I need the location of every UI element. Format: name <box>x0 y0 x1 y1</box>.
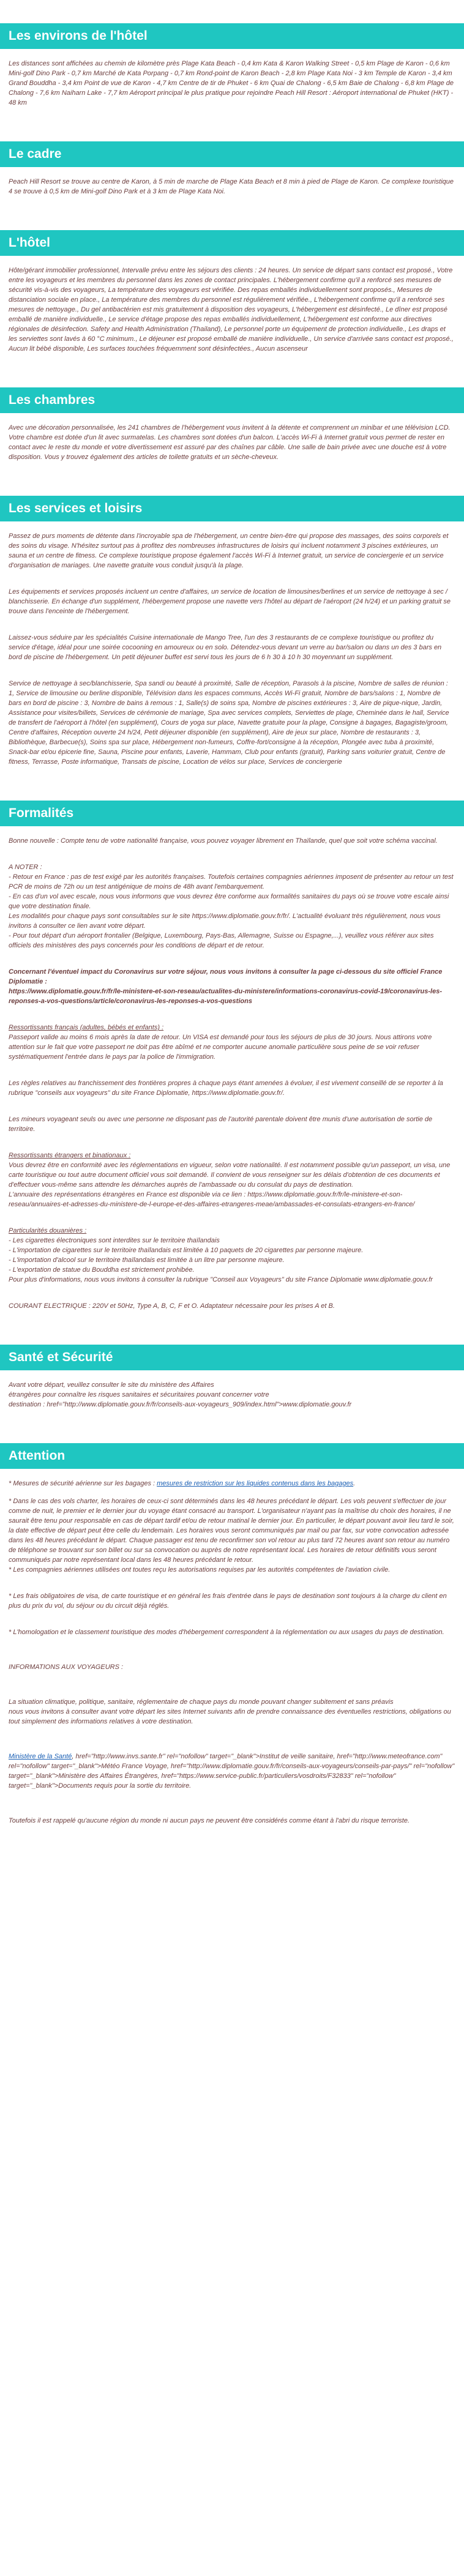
paragraph: * Dans le cas des vols charter, les horaires de ceux-ci sont déterminés dans les 48 heures précédant le départ. Les vols peuvent s'effectuer de jour comme de nuit, le premier et le dernier jour du voyage étant consacré au transport. L'organisateur n'ayant pas la maîtrise du choix des horaires, il ne saurait être tenu pour responsable en cas de départ tardif et/ou de retour matinal le dernier jour. En particulier, le départ pouvant avoir lieu tard le soir, la date effective de départ peut être celle du lendemain. Les horaires vous seront communiqués par mail ou par fax, sur votre convocation adressée dans les 48 heures précédant le départ. Chaque passager est tenu de reconfirmer son vol retour au plus tard 72 heures avant son retour au numéro de téléphone se trouvant sur son billet ou sur sa convocation ou auprès de notre représentant local. Les horaires de retour définitifs vous seront communiqués par notre représentant local dans les 48 heures précédant le retour. * Les compagnies aériennes utilisées ont toutes reçu les autorisations requises par les autorités compétentes de l'aviation civile. <box>9 1498 454 1574</box>
section-title: Formalités <box>9 806 74 820</box>
paragraph: * L'homologation et le classement touristique des modes d'hébergement correspondent à la réglementation ou aux usages du pays de destination. <box>9 1629 444 1636</box>
section-body <box>0 266 464 354</box>
paragraph: A NOTER : - Retour en France : pas de test exigé par les autorités françaises. Toutefois certaines compagnies aériennes imposent de présenter au retour un test PCR de moins de 72h ou un test antigénique de moins de 48h avant l'embarquement. - En cas d'un vol avec escale, nous vous informons que vous devrez être conforme aux formalités sanitaires du pays où se trouve votre escale ainsi que votre destination finale. Les modalités pour chaque pays sont consultables sur le site https://www.diplomatie.gouv.fr/fr/. L'actualité évoluant très régulièrement, nous vous invitons à consulter ce lien avant votre départ. - Pour tout départ d'un aéroport frontalier (Belgique, Luxembourg, Pays-Bas, Allemagne, Suisse ou Espagne,...), veuillez vous référer aux sites officiels des ministères des pays concernés pour les conditions de départ et de retour. <box>9 864 454 949</box>
paragraph: Avec une décoration personnalisée, les 241 chambres de l'hébergement vous invitent à la détente et comprennent un minibar et une télévision LCD. Votre chambre est dotée d'un lit avec surmatelas. Les chambres sont dotées d'un balcon. L'accès Wi-Fi à Internet gratuit vous permet de rester en contact avec le reste du monde et votre divertissement est assuré par des chaînes par câble. Une salle de bain privée avec une douche est à votre disposition. Vous y trouvez également des articles de toilette gratuits et un sèche-cheveux. <box>9 424 451 461</box>
paragraph: Les équipements et services proposés incluent un centre d'affaires, un service de location de limousines/berlines et un service de nettoyage à sec / blanchisserie. En échange d'un supplément, l'hébergement propose une navette vers l'hôtel au départ de l'aéroport (24 h/24) et un parking gratuit se trouve dans l'enceinte de l'hébergement. <box>9 588 451 615</box>
section-header <box>0 1443 464 1469</box>
paragraph: Ressortissants étrangers et binationaux : <box>9 1152 131 1159</box>
section-hotel <box>0 204 464 354</box>
section-title: Attention <box>9 1449 65 1463</box>
paragraph: INFORMATIONS AUX VOYAGEURS : <box>9 1663 124 1671</box>
paragraph: Passez de purs moments de détente dans l'incroyable spa de l'hébergement, un centre bien-être qui propose des massages, des soins corporels et des soins du visage. N'hésitez surtout pas à profitez des nombreuses infrastructures de loisirs qui incluent notamment 3 piscines extérieures, un sauna et un centre de fitness. Ce complexe touristique propose également l'accès Wi-Fi à Internet gratuit, un service de conciergerie et un service d'organisation de mariages. Une navette gratuite vous conduit jusqu'à la plage. <box>9 532 449 569</box>
section-formalites <box>0 775 464 1311</box>
paragraph: Les mineurs voyageant seuls ou avec une personne ne disposant pas de l'autorité parentale doivent être munis d'une autorisation de sortie de territoire. <box>9 1116 433 1133</box>
paragraph: COURANT ELECTRIQUE : 220V et 50Hz, Type A, B, C, F et O. Adaptateur nécessaire pour les prises A et B. <box>9 1302 335 1310</box>
section-header <box>0 387 464 413</box>
section-header <box>0 496 464 521</box>
section-header <box>0 1345 464 1370</box>
paragraph: Les distances sont affichées au chemin de kilomètre près Plage Kata Beach - 0,4 km Kata & Karon Walking Street - 0,5 km Plage de Karon - 0,6 km Mini-golf Dino Park - 0,7 km Marché de Kata Porpang - 0,7 km Rond-point de Karon Beach - 2,8 km Plage Kata Noi - 3 km Temple de Karon - 3,4 km Grand Bouddha - 3,4 km Point de vue de Karon - 4,7 km Centre de tir de Phuket - 6 km Quai de Chalong - 6,5 km Baie de Chalong - 6,8 km Plage de Chalong - 7,6 km Naiharn Lake - 7,7 km Aéroport principal le plus pratique pour rejoindre Peach Hill Resort : Aéroport international de Phuket (HKT) - 48 km <box>9 60 454 106</box>
section-title: Santé et Sécurité <box>9 1350 113 1364</box>
section-body <box>0 1380 464 1409</box>
paragraph: Particularités douanières : <box>9 1227 87 1234</box>
paragraph: Service de nettoyage à sec/blanchisserie, Spa sandi ou beauté à proximité, Salle de réception, Parasols à la piscine, Nombre de salles de réunion : 1, Service de limousine ou berline disponible, Télévision dans les espaces communs, Accès Wi-Fi gratuit, Nombre de bars/salons : 1, Nombre de bars en bord de piscine : 3, Nombre de bains à remous : 1, Salle(s) de soins spa, Nombre de piscines extérieures : 3, Aire de pique-nique, Jardin, Assistance pour visites/billets, Services de cérémonie de mariage, Spa avec services complets, Serviettes de plage, Cheminée dans le hall, Service de transfert de l'aéroport à l'hôtel (en supplément), Cours de yoga sur place, Navette gratuite pour la plage, Consigne à bagages, Bagagiste/groom, Centre d'affaires, Réception ouverte 24 h/24, Petit déjeuner disponible (en supplément), Aire de jeux sur place, Nombre de restaurants : 3, Bibliothèque, Barbecue(s), Soins spa sur place, Hébergement non-fumeurs, Coffre-fort/consigne à la réception, Plongée avec tuba à proximité, Snack-bar et/ou épicerie fine, Sauna, Piscine pour enfants, Laverie, Hammam, Club pour enfants (gratuit), Parking sans voiturier gratuit, Centre de fitness, Terrasse, Poste informatique, Transats de piscine, Location de vélos sur place, Services de conciergerie <box>9 680 449 766</box>
section-body <box>0 1479 464 1826</box>
section-chambres <box>0 362 464 462</box>
section-sante <box>0 1319 464 1409</box>
paragraph: Ressortissants français (adultes, bébés et enfants) : <box>9 1024 164 1031</box>
section-title: Les services et loisirs <box>9 501 143 515</box>
section-environs <box>0 0 464 108</box>
paragraph: Bonne nouvelle : Compte tenu de votre nationalité française, vous pouvez voyager librement en Thaïlande, quel que soit votre schéma vaccinal. <box>9 837 438 845</box>
section-cadre <box>0 116 464 196</box>
liquids-restriction-link[interactable]: mesures de restriction sur les liquides contenus dans les bagages <box>157 1480 354 1487</box>
section-header <box>0 801 464 826</box>
paragraph: - Les cigarettes électroniques sont interdites sur le territoire thaïlandais - L'importation de cigarettes sur le territoire thaïlandais est limitée à 10 paquets de 20 cigarettes par personne majeure. - L'importation d'alcool sur le territoire thaïlandais est limitée à un litre par personne majeure. - L'exportation de statue du Bouddha est strictement prohibée. Pour plus d'informations, nous vous invitons à consulter la rubrique "Conseil aux Voyageurs" du site France Diplomatie www.diplomatie.gouv.fr <box>9 1237 433 1283</box>
section-body <box>0 423 464 462</box>
section-body <box>0 836 464 1311</box>
section-body <box>0 531 464 767</box>
section-body <box>0 59 464 108</box>
section-header <box>0 230 464 256</box>
paragraph <box>9 1752 455 1791</box>
paragraph: Toutefois il est rappelé qu'aucune région du monde ni aucun pays ne peuvent être considérés comme étant à l'abri du risque terroriste. <box>9 1817 410 1824</box>
paragraph: La situation climatique, politique, sanitaire, réglementaire de chaque pays du monde pouvant changer subitement et sans préavis nous vous invitons à consulter avant votre départ les sites Internet suivants afin de prendre connaissance des éventuelles restrictions, obligations ou tout simplement des informations relatives à votre destination. <box>9 1698 451 1725</box>
ministere-sante-link[interactable]: Ministère de la Santé <box>9 1753 72 1760</box>
paragraph: * Les frais obligatoires de visa, de carte touristique et en général les frais d'entrée dans le pays de destination sont toujours à la charge du client en plus du prix du vol, du séjour ou du circuit déjà réglés. <box>9 1592 447 1610</box>
paragraph <box>9 1479 455 1488</box>
text: . <box>353 1480 356 1487</box>
section-title: Les chambres <box>9 393 95 407</box>
section-title: Les environs de l'hôtel <box>9 29 148 43</box>
paragraph: Hôte/gérant immobilier professionnel, Intervalle prévu entre les séjours des clients : 24 heures. Un service de départ sans contact est proposé., Votre entre les voyageurs et les membres du personnel dans les zones de contact principales. L'hébergement confirme qu'il a renforcé ses mesures de sécurité vis-à-vis des voyageurs, La température des voyageurs est vérifiée. Des repas emballés individuellement sont proposés., Mesures de distanciation sociale en place., La température des membres du personnel est régulièrement vérifiée., L'hébergement confirme qu'il a renforcé ses mesures de nettoyage., Du gel antibactérien est mis gratuitement à disposition des voyageurs, L'hébergement est désinfecté., Le dîner est proposé emballé de manière individuelle., Le service d'étage propose des repas emballés individuellement, L'hébergement est conforme aux directives régionales de désinfection. Safety and Health Administration (Thailand), Le personnel porte un équipement de protection individuelle., Les draps et les serviettes sont lavés à 60 °C minimum., Le déjeuner est proposé emballé de manière individuelle., Un service d'arrivée sans contact est proposé., Aucun lit bébé disponible, Les surfaces touchées fréquemment sont désinfectées., Aucun ascenseur <box>9 267 454 353</box>
paragraph: Peach Hill Resort se trouve au centre de Karon, à 5 min de marche de Plage Kata Beach et 8 min à pied de Plage de Karon. Ce complexe touristique 4 se trouve à 0,5 km de Mini-golf Dino Park et à 3 km de Plage Kata Noi. <box>9 178 454 195</box>
paragraph: Les règles relatives au franchissement des frontières propres à chaque pays étant amenées à évoluer, il est vivement conseillé de se reporter à la rubrique "conseils aux voyageurs" du site France Diplomatie, https://www.diplomatie.gouv.fr/. <box>9 1080 443 1097</box>
paragraph: Avant votre départ, veuillez consulter le site du ministère des Affaires étrangères pour connaître les risques sanitaires et sécuritaires pouvant concerner votre destination : href="http://www.diplomatie.gouv.fr/fr/conseils-aux-voyageurs_909/index.html">www.diplomatie.gouv.fr <box>9 1381 352 1408</box>
section-body <box>0 177 464 196</box>
section-services <box>0 470 464 767</box>
text: , href="http://www.invs.sante.fr" rel="nofollow" target="_blank">Institut de veille sanitaire, href="http://www.meteofrance.com" rel="nofollow" target="_blank">Météo France Voyage, href="http://www.diplomatie.gouv.fr/fr/conseils-aux-voyageurs/conseils-par-pays/" rel="nofollow" target="_blank">Ministère des Affaires Étrangères, href="https://www.service-public.fr/particuliers/vosdroits/F32833" rel="nofollow" target="_blank">Documents requis pour la sortie du territoire. <box>9 1753 455 1790</box>
paragraph: Laissez-vous séduire par les spécialités Cuisine internationale de Mango Tree, l'un des 3 restaurants de ce complexe touristique ou profitez du service d'étage, idéal pour une soirée cocooning en amoureux ou en solo. Détendez-vous devant un verre au bar/salon ou dans un des 3 bars en bord de piscine de l'hébergement. Un petit déjeuner buffet est servi tous les jours de 6 h 30 à 10 h 30 moyennant un supplément. <box>9 634 442 661</box>
paragraph: Passeport valide au moins 6 mois après la date de retour. Un VISA est demandé pour tous les séjours de plus de 30 jours. Nous attirons votre attention sur le fait que votre passeport ne doit pas être abîmé et ne comporter aucune anomalie particulière sous peine de se voir refuser systématiquement l'entrée dans le pays par la police de l'immigration. <box>9 1034 432 1061</box>
paragraph: Concernant l'éventuel impact du Coronavirus sur votre séjour, nous vous invitons à consulter la page ci-dessous du site officiel France Diplomatie : https://www.diplomatie.gouv.fr/fr/le-ministere-et-son-reseau/actualites-du-ministere/informations-coronavirus-covid-19/coronavirus-les-reponses-a-vos-questions/article/coronavirus-les-reponses-a-vos-questions <box>9 968 443 1005</box>
section-attention <box>0 1417 464 1826</box>
section-header <box>0 141 464 167</box>
section-header <box>0 23 464 49</box>
section-title: L'hôtel <box>9 236 50 250</box>
paragraph: Vous devrez être en conformité avec les réglementations en vigueur, selon votre nationalité. Il est notamment possible qu'un passeport, un visa, une carte touristique ou tout autre document officiel vous soit demandé. Il convient de vous renseigner sur les délais d'obtention de ces documents et d'effectuer vous-même sans attendre les démarches auprès de l'ambassade ou du consulat du pays de destination. L'annuaire des représentations étrangères en France est disponible via ce lien : https://www.diplomatie.gouv.fr/fr/le-ministere-et-son-reseau/annuaires-et-adresses-du-ministere-de-l-europe-et-des-affaires-etrangeres-meae/ambassades-et-consulats-etrangers-en-france/ <box>9 1162 451 1208</box>
text: * Mesures de sécurité aérienne sur les bagages : <box>9 1480 157 1487</box>
section-title: Le cadre <box>9 147 62 161</box>
